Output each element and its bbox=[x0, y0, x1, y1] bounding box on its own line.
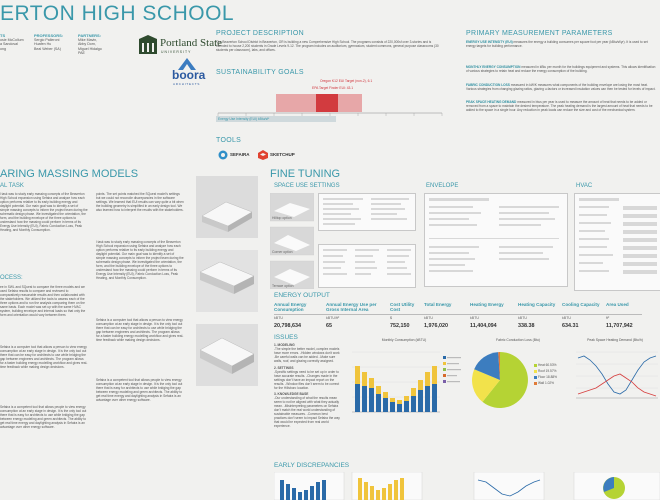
issue-3-title: 3. KNOWLEDGE BASE bbox=[274, 392, 309, 396]
issue-3-text: -Our understanding of what the results mean seem to not be aligned with what they actually mean. -Misinterpreting parameters on Sefaira don't match the real world understanding of sustainable measures. -Common best practices don't seem to impact Sefaira the way that would be expected from real world experience. bbox=[274, 396, 340, 428]
pie-legend-roof: Roof 19.57% bbox=[538, 369, 557, 373]
eui-target-label-b: EPA Target Finder EUI: 43.1 bbox=[312, 86, 354, 90]
comparing-text-1: l task was to study early massing concepts of the Beaverton High School expansion using Sefaira and analyze how each option performs relative to its early building energy and daylight potential. Our main goal was to identify a set of simple massing concepts to inform the project team during the schematic design phase. We investigated the orientation, the form, and the building envelope of the three options to understand how the massing could perform in terms of its Energy Use Intensity (EUI), Fabric Conduction Loss, Peak Heating, and Monthly Consumption. bbox=[0, 192, 88, 232]
project-text: The Beaverton School District in Beaverton, OR is building a new Comprehensive High School. The programs consists of 220,000sf over 3-stories and is intended to house 2,200 students in Grade Levels 9-12. The program includes an auditorium, gymnasium, student commons, general purpose classrooms (30 students per classroom), labs, and offices. bbox=[216, 40, 439, 52]
primary-params bbox=[466, 40, 658, 114]
monthly-consumption-chart bbox=[344, 338, 464, 428]
comparing-text-2: ee in SWL and SQuest to compare the three models and we used Sefaira results to compare and reviewed to comparatively reasonable results and then collaborated with the stakeholders. We utilized the tools to assess each of the three options and to run the analysis comparing them on the same basis. Each model was set up with the same HVAC system, building envelope and internal loads so that only the form and orientation would vary between them. bbox=[0, 285, 86, 317]
massing-renders bbox=[196, 176, 258, 386]
comparing-text-4: Sefaira is a competent tool that allows people to view energy consumption at an early stage in design. It is the only tool out there that is easy for architects to use while bridging the gap between energy modeling and green architects. The ability to get real time energy and daylighting analysis in Sefaira is an advantage over other energy software. bbox=[0, 405, 87, 429]
pie-legend-wall: Wall 1.02% bbox=[538, 381, 555, 385]
discrepancy-chart-3 bbox=[474, 472, 544, 500]
tool-2-label: SKETCHUP bbox=[270, 152, 295, 157]
sefaira-logo bbox=[218, 150, 228, 160]
comparing-text-6: l task was to study early massing concepts of the Beaverton High School expansion using Sefaira and analyze how each option performs relative to its early building energy and daylight potential. Our main goal was to identify a set of simple massing concepts to inform the project team during the schematic design phase. We investigated the orientation, the form, and the building envelope of the three options to understand how the massing could perform in terms of its Energy Use Intensity (EUI), Fabric Conduction Loss, Peak Heating, and Monthly Consumption. bbox=[96, 240, 184, 280]
energy-output-heading: ENERGY OUTPUT bbox=[274, 292, 330, 299]
envelope-heading: ENVELOPE bbox=[426, 183, 459, 189]
unit: kBTU bbox=[562, 316, 571, 320]
psu-name: Portland State bbox=[160, 37, 223, 49]
value: 1,976,020 bbox=[424, 323, 448, 329]
hilltop-render bbox=[196, 176, 258, 238]
sefaira-icon bbox=[218, 150, 228, 160]
sustainability-heading: SUSTAINABILITY GOALS bbox=[216, 69, 304, 76]
pie-chart-title: Fabric Conduction Loss (Btu) bbox=[496, 338, 540, 342]
eui-target-label-a: Oregon K12 EUI Target (non-2), 6.1 bbox=[320, 79, 373, 83]
col-header: Annual Energy Consumption bbox=[274, 302, 326, 315]
comparing-text-5: points. The set points matched the SQuest model's settings but we could not reconcile discrepancies in the software settings. We learned that EUI results can vary quite a bit when the building geometry is simplified in an early design tool. We also learned how to interpret the results with the stakeholders. bbox=[96, 192, 184, 212]
monthly-legend bbox=[443, 356, 461, 383]
sustainability-chart bbox=[216, 80, 448, 132]
credits-professors-label: PROFESSORS: bbox=[34, 33, 64, 38]
poster-title: ERTON HIGH SCHOOL bbox=[0, 2, 235, 25]
hvac-heading: HVAC bbox=[576, 183, 593, 189]
option-2-caption: Corner option bbox=[272, 250, 293, 254]
issues-list bbox=[274, 343, 340, 431]
pie bbox=[472, 352, 528, 408]
credits-professors: Sergio Palleroni Huafen Hu Beal Weber (SA) bbox=[34, 38, 61, 51]
col-header: Total Energy bbox=[424, 302, 470, 315]
value: 752,150 bbox=[390, 323, 410, 329]
envelope-settings-panel bbox=[424, 193, 568, 287]
comparing-heading: ARING MASSING MODELS bbox=[0, 168, 139, 180]
energy-table-header-row bbox=[274, 302, 642, 315]
param-4-text: measured in btus per year is used to measure the amount of heat that needs to be added or removed from a space to maintain the desired temperature. The peak heating demand is the largest amount of heat that needs to be added to the space in a single hour. Any reduction in peak loads can reduce the size and cost of the mechanical system. bbox=[466, 99, 653, 112]
space-use-heading: SPACE USE SETTINGS bbox=[274, 183, 340, 189]
eui-axis-label: Energy Use Intensity (EUI) kBtu/sf* bbox=[218, 117, 270, 121]
project-heading: PROJECT DESCRIPTION bbox=[216, 30, 305, 37]
unit: kBTU/ft² bbox=[326, 316, 340, 320]
unit: kBTU bbox=[470, 316, 479, 320]
unit: kBTU bbox=[518, 316, 527, 320]
peak-chart-title: Peak Space Heating Demand (Btu/h) bbox=[587, 338, 643, 342]
eui-target-core-bar bbox=[316, 94, 338, 112]
pie-legend-floor: Floor 18.88% bbox=[538, 375, 557, 379]
col-header: Cost Utility Cost bbox=[390, 302, 424, 315]
pie-legend-heat: Heat 60.53% bbox=[538, 363, 557, 367]
monthly-bars bbox=[355, 366, 437, 412]
credits-students-label: TS bbox=[0, 33, 6, 38]
unit: kBTU bbox=[274, 316, 283, 320]
param-2-text: measured in kBtu per month for the buildings equipment and systems. This allows identification of various strategies to retain heat and reduce the energy consumption of the building. bbox=[466, 64, 656, 73]
option-thumbnails bbox=[270, 193, 314, 289]
early-discrepancies-charts bbox=[274, 472, 660, 500]
monthly-chart-title: Monthly Consumption (kBTU) bbox=[381, 338, 427, 342]
issue-2-text: -Specific settings need to be set up in order to have accurate results. -Changes made in the settings don't have an impact report on the results. -Window files don't seem to be correct for the Hillsboro location. bbox=[274, 369, 340, 390]
unit: $ bbox=[390, 316, 392, 320]
value: 65 bbox=[326, 323, 332, 329]
option-3-caption: Terrace option bbox=[272, 284, 294, 288]
hvac-settings-panel bbox=[574, 193, 660, 291]
energy-table-values-row bbox=[274, 320, 642, 329]
discrepancy-chart-2 bbox=[352, 472, 422, 500]
option-1-caption: Hilltop option bbox=[272, 216, 292, 220]
boora-name: boora bbox=[172, 68, 206, 82]
col-header: Heating Capacity bbox=[518, 302, 562, 315]
process-heading: OCESS: bbox=[0, 275, 23, 281]
terrace-render bbox=[196, 324, 258, 386]
credits-partners: Mike Mavin, Abby Dorn, Miguel Hidalgo PAE bbox=[78, 38, 102, 56]
discrepancy-chart-1 bbox=[274, 472, 344, 500]
col-header: Annual Energy Use per Gross Internal Area bbox=[326, 302, 390, 315]
boora-sub: ARCHITECTS bbox=[173, 82, 201, 86]
comparing-text-8: Sefaira is a competent tool that allows people to view energy consumption at an early stage in design. It is the only tool out there that is easy for architects to use while bridging the gap between energy modeling and green architects. The ability to get real time energy and daylighting analysis in Sefaira is an advantage over other energy software. bbox=[96, 378, 183, 402]
param-1-title: ENERGY USE INTENSITY (EUI) bbox=[466, 40, 513, 44]
primary-heading: PRIMARY MEASUREMENT PARAMETERS bbox=[466, 30, 613, 37]
value: 20,798,634 bbox=[274, 323, 301, 329]
tool-1-label: SEFAIRA bbox=[230, 152, 250, 157]
credits-students: osie McCollum a Sandoval ong bbox=[0, 38, 24, 51]
psu-logo-icon bbox=[138, 35, 158, 57]
psu-logo bbox=[138, 35, 158, 57]
issue-1-text: -The simple the better model, complex models have more errors. -Hidden windows don't work -Be careful walls can be added. -Make sure walls, roof, and glazing correctly assigned. bbox=[274, 347, 340, 363]
sketchup-icon bbox=[258, 150, 268, 160]
comparing-text-7: Sefaira is a computer tool that allows a person to view energy consumption at an early stage in design. It is the only tool out there that can be easy for architects to use while bridging the gap between engineers and architects. The program allows for a faster building energy modelling workflow and gives real-time feedback while making design decisions. bbox=[96, 318, 184, 342]
unit: kBTU bbox=[424, 316, 433, 320]
space-settings-panel-2 bbox=[318, 244, 416, 288]
corner-render bbox=[196, 250, 258, 312]
issues-heading: ISSUES bbox=[274, 334, 298, 341]
psu-sub: UNIVERSITY bbox=[161, 50, 192, 54]
comparing-text-3: Sefaira is a computer tool that allows a person to view energy consumption at an early stage in design. It is the only tool out there that can be easy for architects to use while bridging the gap between engineers and architects. The program allows for a faster building energy modelling workflow and gives real-time feedback while making design decisions. bbox=[0, 345, 88, 369]
param-3-title: FABRIC CONDUCTION LOSS bbox=[466, 83, 510, 87]
col-header: Area Used bbox=[606, 302, 642, 315]
value: 11,707,942 bbox=[606, 323, 633, 329]
value: 338.38 bbox=[518, 323, 535, 329]
param-1-text: measures the energy a building consumes per square foot per year (kBtu/sf/yr). It is used to set energy targets for building performance. bbox=[466, 40, 648, 48]
col-header: Cooling Capacity bbox=[562, 302, 606, 315]
value: 11,404,094 bbox=[470, 323, 497, 329]
credits-partners-label: PARTNERS: bbox=[78, 33, 102, 38]
col-header: Heating Energy bbox=[470, 302, 518, 315]
space-settings-panel-1 bbox=[318, 193, 416, 231]
sketchup-logo bbox=[258, 150, 268, 160]
peak-heating-chart bbox=[570, 338, 660, 408]
fine-tuning-heading: FINE TUNING bbox=[270, 168, 341, 180]
comparing-sub: AL TASK bbox=[0, 183, 24, 189]
early-discrepancies-heading: EARLY DISCREPANCIES bbox=[274, 462, 350, 469]
param-2-title: MONTHLY ENERGY CONSUMPTION bbox=[466, 64, 521, 69]
value: 634.31 bbox=[562, 323, 579, 329]
energy-table bbox=[274, 302, 642, 329]
param-3-text: measured in kW/K measures what components of the building envelope are losing the most heat. Various strategies from changing glazing ratios, glazing u-factors or increased insulation values can then be tested for levels of impact. bbox=[466, 83, 656, 91]
energy-output-table bbox=[274, 302, 660, 329]
issue-1-title: 1. MODELING bbox=[274, 343, 295, 347]
tools-heading: TOOLS bbox=[216, 137, 242, 144]
fabric-conduction-chart bbox=[470, 338, 566, 418]
issue-2-title: 2. SETTINGS bbox=[274, 365, 294, 370]
unit: ft² bbox=[606, 316, 610, 320]
discrepancy-chart-4 bbox=[574, 472, 660, 500]
pie-legend bbox=[534, 364, 537, 385]
param-4-title: PEAK SPACE HEATING DEMAND bbox=[466, 99, 517, 104]
